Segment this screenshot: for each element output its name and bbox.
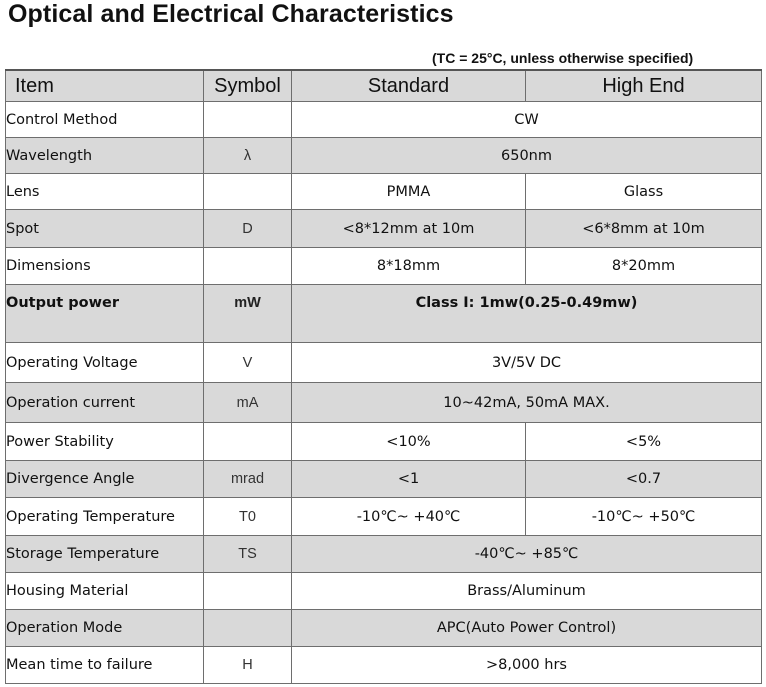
row-value: CW [292,102,762,138]
row-symbol [204,610,292,647]
row-item: Output power [6,285,204,343]
row-item: Power Stability [6,423,204,461]
row-item: Control Method [6,102,204,138]
row-symbol [204,573,292,610]
row-item: Dimensions [6,248,204,285]
table-row [6,285,762,343]
row-symbol [204,423,292,461]
row-item: Wavelength [6,138,204,174]
row-high-end: -10℃~ +50℃ [526,498,762,536]
row-value: -40℃~ +85℃ [292,536,762,573]
table-row [6,423,762,461]
header-high-end: High End [526,70,762,102]
row-item: Lens [6,174,204,210]
row-symbol [204,248,292,285]
row-item: Housing Material [6,573,204,610]
row-symbol: mA [204,383,292,423]
row-item: Mean time to failure [6,647,204,684]
row-item: Operation Mode [6,610,204,647]
row-high-end: <0.7 [526,461,762,498]
row-value: 10~42mA, 50mA MAX. [292,383,762,423]
header-symbol: Symbol [204,70,292,102]
table-row [6,343,762,383]
row-item: Spot [6,210,204,248]
row-value: 3V/5V DC [292,343,762,383]
row-high-end: Glass [526,174,762,210]
table-row [6,498,762,536]
row-value: Class I: 1mw(0.25-0.49mw) [292,285,762,343]
row-high-end: 8*20mm [526,248,762,285]
row-symbol: H [204,647,292,684]
header-standard: Standard [292,70,526,102]
row-symbol: TS [204,536,292,573]
row-value: >8,000 hrs [292,647,762,684]
table-row [6,647,762,684]
spec-table [5,69,762,684]
table-row [6,536,762,573]
table-row [6,610,762,647]
table-header-row [6,70,762,102]
row-value: APC(Auto Power Control) [292,610,762,647]
row-symbol: D [204,210,292,248]
row-high-end: <5% [526,423,762,461]
row-high-end: <6*8mm at 10m [526,210,762,248]
row-item: Operating Voltage [6,343,204,383]
row-item: Operation current [6,383,204,423]
row-symbol [204,174,292,210]
row-standard: 8*18mm [292,248,526,285]
table-row [6,102,762,138]
row-item: Storage Temperature [6,536,204,573]
table-row [6,174,762,210]
table-row [6,461,762,498]
row-standard: <10% [292,423,526,461]
table-row [6,248,762,285]
row-symbol: T0 [204,498,292,536]
conditions-note: (TC = 25°C, unless otherwise specified) [432,50,694,66]
row-symbol: V [204,343,292,383]
header-item: Item [6,70,204,102]
row-item: Operating Temperature [6,498,204,536]
row-standard: PMMA [292,174,526,210]
row-symbol: λ [204,138,292,174]
row-standard: -10℃~ +40℃ [292,498,526,536]
row-value: Brass/Aluminum [292,573,762,610]
row-symbol: mrad [204,461,292,498]
row-symbol: mW [204,285,292,343]
row-item: Divergence Angle [6,461,204,498]
row-standard: <1 [292,461,526,498]
table-row [6,573,762,610]
table-row [6,210,762,248]
page-title: Optical and Electrical Characteristics [8,0,454,28]
row-value: 650nm [292,138,762,174]
row-symbol [204,102,292,138]
table-row [6,138,762,174]
table-row [6,383,762,423]
row-standard: <8*12mm at 10m [292,210,526,248]
